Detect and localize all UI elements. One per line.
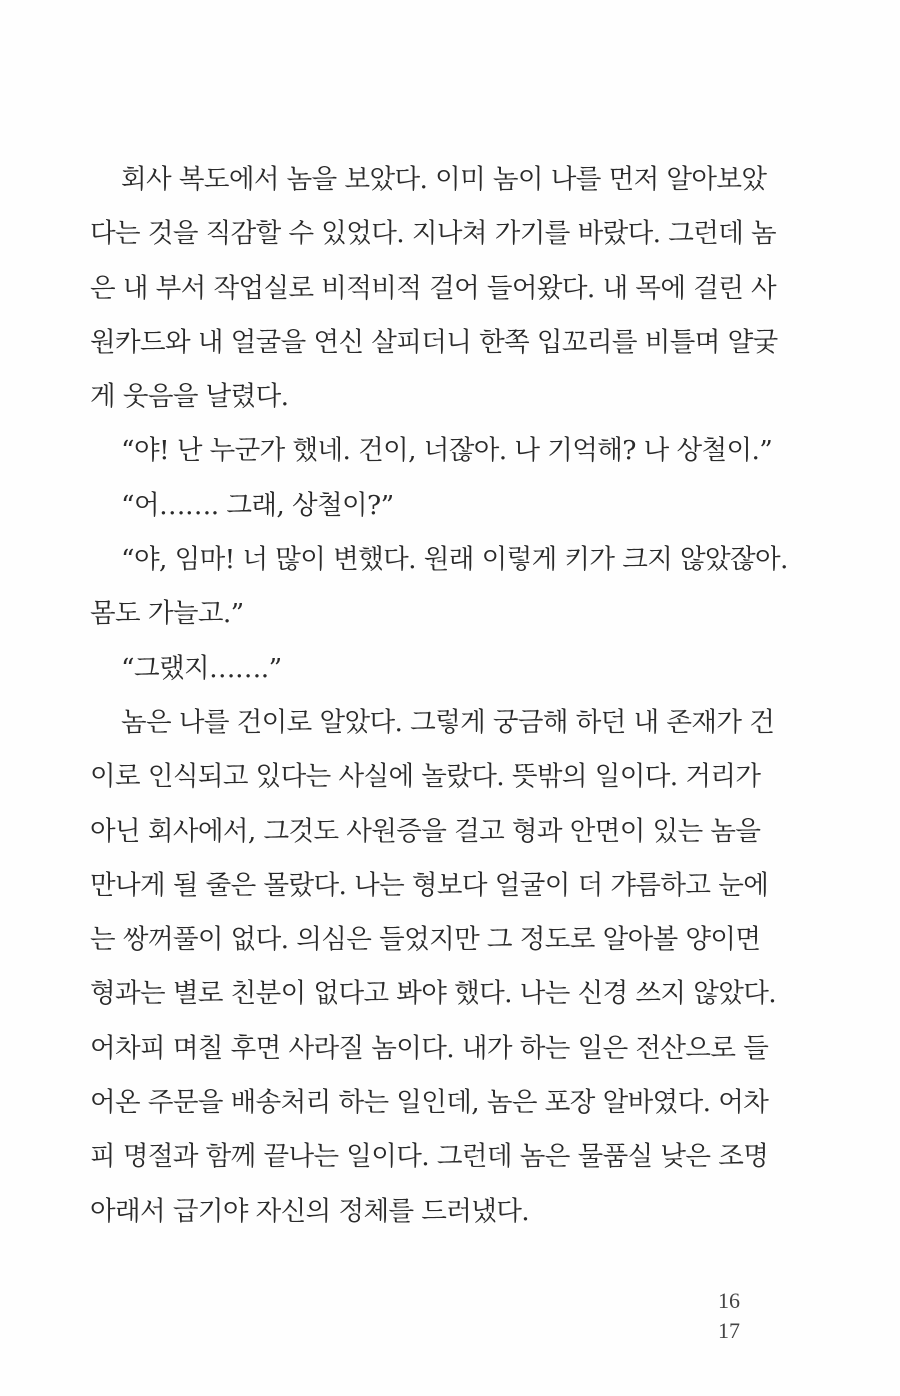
text-line: 형과는 별로 친분이 없다고 봐야 했다. 나는 신경 쓰지 않았다.	[90, 978, 777, 1010]
dialogue-line: 몸도 가늘고.”	[90, 598, 244, 630]
text-line: 아닌 회사에서, 그것도 사원증을 걸고 형과 안면이 있는 놈을	[90, 815, 761, 847]
dialogue-line: “어……. 그래, 상철이?”	[121, 489, 394, 521]
text-line: 다는 것을 직감할 수 있었다. 지나쳐 가기를 바랐다. 그런데 놈	[90, 218, 777, 250]
text-line: 어온 주문을 배송처리 하는 일인데, 놈은 포장 알바였다. 어차	[90, 1087, 769, 1119]
dialogue-line: “야! 난 누군가 했네. 건이, 너잖아. 나 기억해? 나 상철이.”	[121, 435, 773, 467]
text-line: 만나게 될 줄은 몰랐다. 나는 형보다 얼굴이 더 갸름하고 눈에	[90, 869, 769, 901]
text-line: 회사 복도에서 놈을 보았다. 이미 놈이 나를 먼저 알아보았	[121, 164, 767, 195]
text-line: 이로 인식되고 있다는 사실에 놀랐다. 뜻밖의 일이다. 거리가	[90, 761, 761, 793]
page-number-left: 16	[718, 1288, 740, 1313]
page-number-right: 17	[718, 1318, 740, 1343]
text-line: 은 내 부서 작업실로 비적비적 걸어 들어왔다. 내 목에 걸린 사	[90, 272, 777, 304]
text-line: 피 명절과 함께 끝나는 일이다. 그런데 놈은 물품실 낮은 조명	[90, 1141, 769, 1173]
text-line: 원카드와 내 얼굴을 연신 살피더니 한쪽 입꼬리를 비틀며 얄궂	[90, 326, 778, 358]
dialogue-line: “그랬지…….”	[121, 652, 282, 684]
text-line: 는 쌍꺼풀이 없다. 의심은 들었지만 그 정도로 알아볼 양이면	[90, 924, 761, 956]
text-line: 놈은 나를 건이로 알았다. 그렇게 궁금해 하던 내 존재가 건	[121, 706, 775, 738]
body-text	[90, 153, 788, 1239]
page-numbers	[718, 1286, 740, 1346]
dialogue-line: “야, 임마! 너 많이 변했다. 원래 이렇게 키가 크지 않았잖아.	[121, 544, 788, 576]
text-line: 아래서 급기야 자신의 정체를 드러냈다.	[90, 1195, 530, 1227]
text-line: 게 웃음을 날렸다.	[90, 381, 289, 413]
text-line: 어차피 며칠 후면 사라질 놈이다. 내가 하는 일은 전산으로 들	[90, 1032, 769, 1064]
